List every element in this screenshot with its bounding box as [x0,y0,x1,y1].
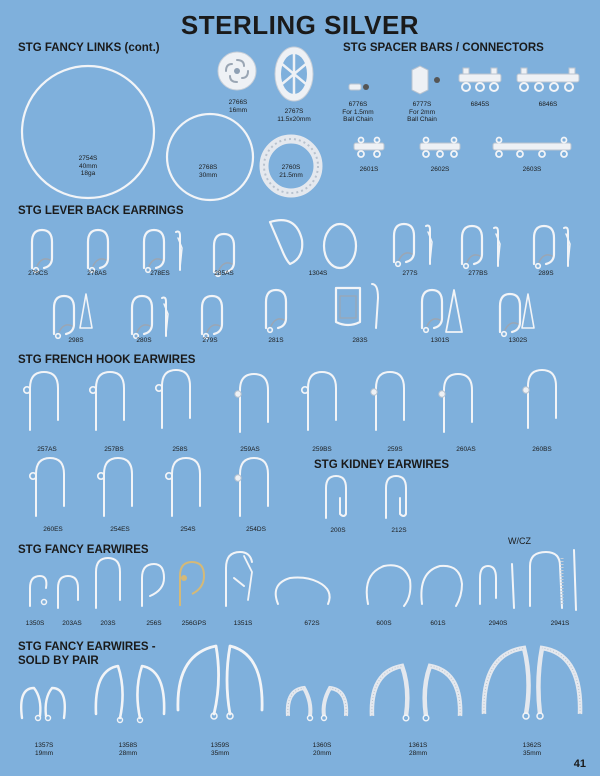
product-code: 2768S [198,164,218,171]
product-2602s-image [418,137,462,161]
lever-281s-image [266,290,286,332]
product-6846s-image [515,66,581,96]
lever-283s-image [336,284,378,328]
french-257bs-image [90,372,124,430]
french-259s-image [371,372,404,430]
product-2603s-label: 2603S [522,166,542,173]
product-code: 2754S [78,155,98,162]
product-size: 20mm [312,749,332,757]
product-size: 28mm [408,749,428,757]
product-2601s-image [352,137,386,161]
lever-278es-image [144,230,182,272]
french-259bs-image [302,372,336,430]
product-2754s-ring-image [18,62,158,202]
lever-1301s-label: 1301S [430,337,450,344]
fancy-256s-image [142,564,164,606]
product-size: 30mm [198,171,218,179]
pair-1357s-image [21,688,65,721]
product-2768s-label [199,164,218,179]
pair-1361s-label [409,742,428,757]
lever-1304s-image [270,220,356,268]
pair-1362s-image [484,648,580,719]
product-code: 1359S [210,742,230,749]
product-6776s-image [346,80,370,94]
lever-1302s-label: 1302S [508,337,528,344]
lever-298s-label: 298S [68,337,84,344]
kidney-200s-label: 200S [330,527,346,534]
fancy-2940s-label: 2940S [488,620,508,627]
kidney-200s-image [326,476,346,518]
french-260es-image [30,458,64,516]
pair-1358s-image [96,666,164,723]
fancy-earwire-images [0,548,600,618]
product-size: 16mm [228,106,248,114]
french-257as-image [24,372,58,430]
product-size: 19mm [34,749,54,757]
fancy-2941s-label: 2941S [550,620,570,627]
product-code: 1362S [522,742,542,749]
french-260bs-label: 260BS [532,446,552,453]
section-title-french-hook: STG FRENCH HOOK EARWIRES [18,354,196,366]
section-title-kidney: STG KIDNEY EARWIRES [314,459,450,471]
french-258s-image [156,370,190,428]
lever-278as-image [88,230,108,272]
lever-1302s-image [500,294,534,336]
french-259as-image [235,374,268,432]
pair-1359s-label [211,742,230,757]
section-title-fancy-earwires: STG FANCY EARWIRES [18,544,149,556]
lever-289s-label: 289S [538,270,554,277]
french-254s-image [166,458,200,516]
lever-280s-image [132,296,168,338]
section-title-fancy-links: STG FANCY LINKS (cont.) [18,42,160,54]
fancy-1351s-image [226,552,252,606]
section-title-spacer-bars: STG SPACER BARS / CONNECTORS [343,42,544,54]
product-gauge: 18ga [80,170,96,177]
lever-285as-label: 285AS [214,270,234,277]
french-254ds-image [235,458,268,516]
fancy-600s-image [367,565,411,606]
lever-283s-label: 283S [352,337,368,344]
french-257bs-label: 257BS [104,446,124,453]
fancy-2940s-image [480,564,514,608]
lever-278as-label: 278AS [87,270,107,277]
product-code: 6777S [412,101,432,108]
product-2603s-image [491,137,573,161]
product-size: 40mm [78,162,98,170]
fancy-1350s-label: 1350S [25,620,45,627]
product-2767s-oval-link-image [272,44,316,104]
lever-277bs-image [462,226,500,268]
fancy-1350s-image [30,576,47,606]
product-code: 6776S [348,101,368,108]
pair-1360s-label [313,742,332,757]
lever-298s-image [54,294,92,338]
product-code: 2760S [281,164,301,171]
lever-277s-label: 277S [402,270,418,277]
lever-289s-image [534,226,570,268]
pair-1360s-image [288,688,346,721]
page-title: STERLING SILVER [180,10,420,40]
product-2760s-label [279,164,302,179]
kidney-212s-image [386,476,406,518]
lever-281s-label: 281S [268,337,284,344]
product-2601s-label: 2601S [359,166,379,173]
fancy-1351s-label: 1351S [233,620,253,627]
french-258s-label: 258S [172,446,188,453]
product-note: Ball Chain [407,116,437,123]
lever-279s-label: 279S [202,337,218,344]
wcz-note: W/CZ [508,536,531,546]
french-259as-label: 259AS [240,446,260,453]
pair-earwire-images [0,640,600,740]
lever-279s-image [202,296,222,338]
french-257as-label: 257AS [37,446,57,453]
french-260as-image [439,374,472,432]
fancy-203s-image [96,558,120,608]
pair-1362s-label [523,742,542,757]
lever-280s-label: 280S [136,337,152,344]
product-2766s-swirl-disc-image [216,50,258,92]
fancy-672s-image [276,578,330,605]
lever-277bs-label: 277BS [468,270,488,277]
fancy-600s-label: 600S [376,620,392,627]
pair-1359s-image [178,646,262,719]
fancy-2941s-image [530,550,576,610]
kidney-images [318,474,428,524]
product-code: 1358S [118,742,138,749]
lever-back-images [0,218,600,352]
kidney-212s-label: 212S [391,527,407,534]
lever-278cs-image [32,230,52,272]
page-number: 41 [573,758,586,770]
product-code: 1357S [34,742,54,749]
lever-1301s-image [422,290,462,332]
product-note: For 2mm [408,108,435,116]
french-254es-image [98,458,132,516]
french-hook-images [0,364,600,534]
product-code: 2766S [228,99,248,106]
product-2602s-label: 2602S [430,166,450,173]
product-2754s-label [79,155,98,178]
french-260bs-image [523,370,556,428]
french-254es-label: 254ES [110,526,130,533]
french-260as-label: 260AS [456,446,476,453]
product-code: 2767S [284,108,304,115]
lever-278es-label: 278ES [150,270,170,277]
product-2767s-label [277,108,310,123]
product-size: 35mm [522,749,542,757]
french-254ds-label: 254DS [246,526,266,533]
french-254s-label: 254S [180,526,196,533]
fancy-203as-image [58,576,78,608]
lever-1304s-label: 1304S [308,270,328,277]
product-6777s-label [407,101,437,124]
fancy-256s-label: 256S [146,620,162,627]
pair-1357s-label [35,742,54,757]
product-code: 1360S [312,742,332,749]
product-6846s-label: 6846S [538,101,558,108]
lever-277s-image [394,224,432,266]
fancy-256gps-image [180,562,204,606]
product-size: 21.5mm [279,171,303,179]
product-size: 11.5x20mm [277,115,311,123]
product-size: 28mm [118,749,138,757]
section-title-fancy-pair-line1: STG FANCY EARWIRES - [18,641,156,653]
fancy-256gps-label: 256GPS [181,620,207,627]
lever-278cs-label: 278CS [28,270,48,277]
product-6845s-label: 6845S [470,101,490,108]
product-code: 1361S [408,742,428,749]
product-size: 35mm [210,749,230,757]
fancy-672s-label: 672S [304,620,320,627]
fancy-203as-label: 203AS [62,620,82,627]
french-259s-label: 259S [387,446,403,453]
product-note: For 1.5mm [342,108,374,116]
pair-1358s-label [119,742,138,757]
section-title-lever-back: STG LEVER BACK EARRINGS [18,205,184,217]
product-6845s-image [457,66,503,96]
product-6776s-label [342,101,373,124]
french-259bs-label: 259BS [312,446,332,453]
french-260es-label: 260ES [43,526,63,533]
fancy-601s-label: 601S [430,620,446,627]
fancy-203s-label: 203S [100,620,116,627]
product-2768s-ring-image [163,110,257,204]
fancy-601s-image [421,566,462,606]
product-6777s-image [408,64,444,96]
product-note: Ball Chain [343,116,373,123]
pair-1361s-image [372,666,460,721]
section-title-fancy-pair-line2: SOLD BY PAIR [18,655,99,667]
